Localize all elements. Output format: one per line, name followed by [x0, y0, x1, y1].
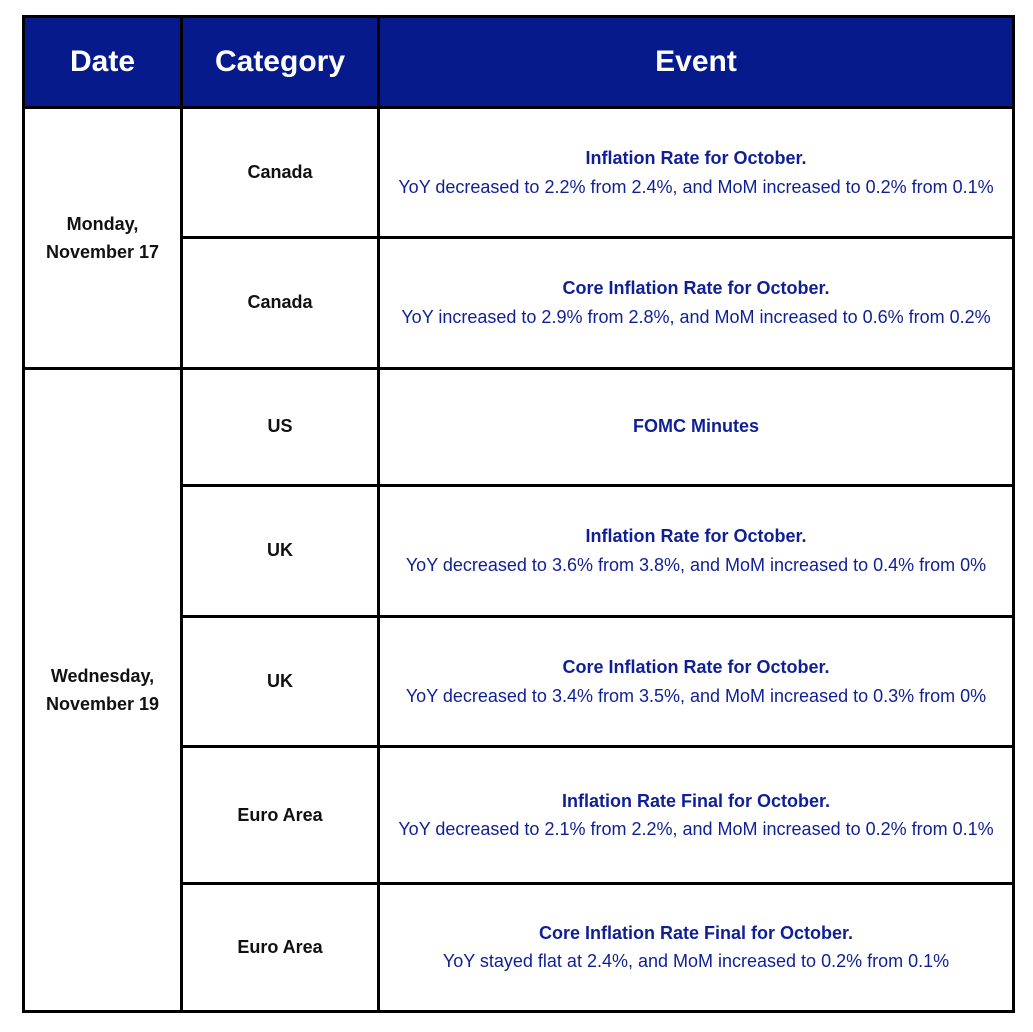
- event-detail: YoY increased to 2.9% from 2.8%, and MoM increased to 0.6% from 0.2%: [401, 306, 991, 327]
- event-cell: [379, 368, 1014, 485]
- event-cell: [379, 617, 1014, 747]
- event-detail: YoY decreased to 3.6% from 3.8%, and MoM increased to 0.4% from 0%: [405, 554, 987, 575]
- category-cell: UK: [182, 617, 379, 747]
- category-cell: Euro Area: [182, 747, 379, 883]
- header-category: Category: [182, 17, 379, 108]
- event-cell: [379, 485, 1014, 616]
- event-cell: [379, 747, 1014, 883]
- event-title: Inflation Rate for October.: [585, 526, 807, 547]
- date-cell: Wednesday, November 19: [24, 368, 182, 1011]
- event-title: FOMC Minutes: [633, 416, 759, 437]
- event-detail: YoY stayed flat at 2.4%, and MoM increased to 0.2% from 0.1%: [442, 951, 950, 972]
- category-cell: Euro Area: [182, 883, 379, 1011]
- event-title: Core Inflation Rate Final for October.: [538, 922, 854, 943]
- event-detail: YoY decreased to 3.4% from 3.5%, and MoM increased to 0.3% from 0%: [405, 685, 987, 706]
- table-row: [24, 108, 1014, 238]
- category-cell: Canada: [182, 238, 379, 368]
- economic-calendar: [22, 15, 1012, 1013]
- header-event: Event: [379, 17, 1014, 108]
- table-row: [24, 368, 1014, 485]
- category-cell: US: [182, 368, 379, 485]
- event-title: Inflation Rate for October.: [585, 148, 807, 169]
- event-title: Core Inflation Rate for October.: [562, 657, 830, 678]
- event-cell: [379, 238, 1014, 368]
- event-cell: [379, 883, 1014, 1011]
- event-title: Inflation Rate Final for October.: [561, 790, 831, 811]
- event-cell: [379, 108, 1014, 238]
- header-date: Date: [24, 17, 182, 108]
- category-cell: UK: [182, 485, 379, 616]
- event-detail: YoY decreased to 2.1% from 2.2%, and MoM increased to 0.2% from 0.1%: [398, 819, 994, 840]
- event-detail: YoY decreased to 2.2% from 2.4%, and MoM increased to 0.2% from 0.1%: [398, 176, 994, 197]
- event-title: Core Inflation Rate for October.: [562, 278, 830, 299]
- category-cell: Canada: [182, 108, 379, 238]
- date-cell: Monday, November 17: [24, 108, 182, 369]
- header-row: [24, 17, 1014, 108]
- calendar-table: [22, 15, 1015, 1013]
